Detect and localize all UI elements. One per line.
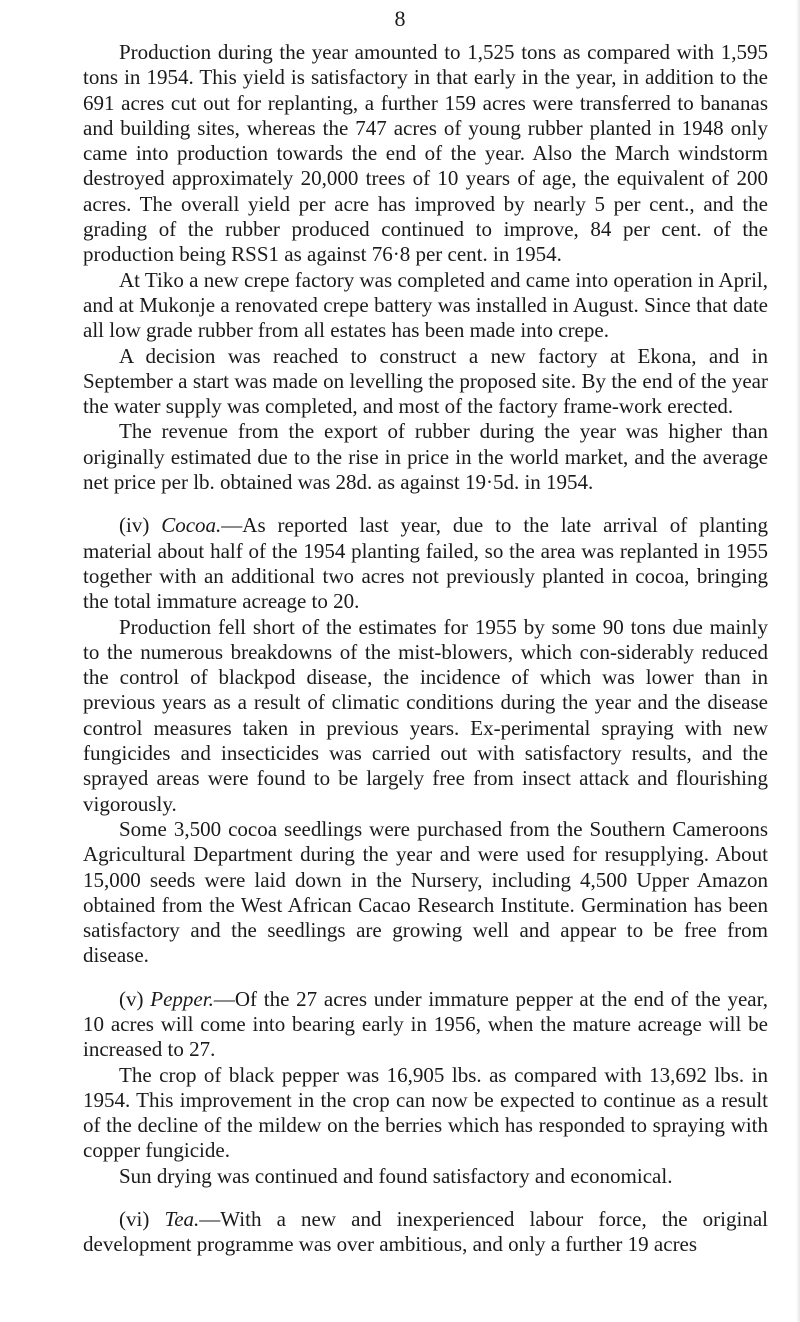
paragraph-ekona-factory: A decision was reached to construct a new factory at Ekona, and in September a start was made on levelling the proposed site. By the end of the year the water supply was completed, and most of the factory frame-work erected. [83,343,768,419]
paragraph-rubber-production: Production during the year amounted to 1,525 tons as compared with 1,595 tons in 1954. This yield is satisfactory in that early in the year, in addition to the 691 acres cut out for replanting, a further 159 acres were transferred to bananas and building sites, whereas the 747 acres of young rubber planted in 1948 only came into production towards the end of the year. Also the March windstorm destroyed approximately 20,000 trees of 10 years of age, the equivalent of 200 acres. The overall yield per acre has improved by nearly 5 per cent., and the grading of the rubber produced continued to improve, 84 per cent. of the production being RSS1 as against 76·8 per cent. in 1954. [83,40,768,267]
paragraph-tea-intro [83,1207,768,1258]
section-heading-pepper: Pepper. [150,986,214,1011]
paragraph-rubber-revenue: The revenue from the export of rubber during the year was higher than originally estimated due to the rise in price in the world market, and the average net price per lb. obtained was 28d. as against 19·5d. in 1954. [83,419,768,495]
paragraph-pepper-intro [83,987,768,1063]
paragraph-cocoa-seedlings: Some 3,500 cocoa seedlings were purchased from the Southern Cameroons Agricultural Department during the year and were used for resupplying. About 15,000 seeds were laid down in the Nursery, including 4,500 Upper Amazon obtained from the West African Cacao Research Institute. Germination has been satisfactory and the seedlings are growing well and appear to be free from disease. [83,816,768,968]
paragraph-cocoa-intro-text: —As reported last year, due to the late arrival of planting material about half of the 1954 planting failed, so the area was replanted in 1955 together with an additional two acres not previously planted in cocoa, bringing the total immature acreage to 20. [83,513,768,614]
paragraph-tiko-crepe-factory: At Tiko a new crepe factory was completed and came into operation in April, and at Mukonje a renovated crepe battery was installed in August. Since that date all low grade rubber from all estates has been made into crepe. [83,267,768,343]
section-label-v: (v) [119,986,151,1011]
page-edge-shadow [796,0,800,1322]
paragraph-cocoa-production: Production fell short of the estimates for 1955 by some 90 tons due mainly to the numerous breakdowns of the mist-blowers, which con-siderably reduced the control of blackpod disease, the incidence of which was lower than in previous years as a result of climatic conditions during the year and the disease control measures taken in previous years. Ex-perimental spraying with new fungicides and insecticides was carried out with satisfactory results, and the sprayed areas were found to be largely free from insect attack and flourishing vigorously. [83,614,768,816]
section-label-vi: (vi) [119,1207,165,1232]
paragraph-pepper-intro-text: —Of the 27 acres under immature pepper at the end of the year, 10 acres will come into bearing early in 1956, when the mature acreage will be increased to 27. [83,986,769,1062]
page-number: 8 [394,6,406,31]
body-text [83,40,768,1258]
paragraph-tea-intro-text: —With a new and inexperienced labour force, the original development programme was over ambitious, and only a further 19 acres [83,1207,768,1257]
paragraph-cocoa-intro [83,513,768,614]
paragraph-pepper-crop: The crop of black pepper was 16,905 lbs. as compared with 13,692 lbs. in 1954. This improvement in the crop can now be expected to continue as a result of the decline of the mildew on the berries which has responded to spraying with copper fungicide. [83,1062,768,1163]
paragraph-sun-drying: Sun drying was continued and found satisfactory and economical. [119,1163,673,1188]
section-label-iv: (iv) [119,513,162,538]
section-heading-cocoa: Cocoa. [161,513,222,538]
section-heading-tea: Tea. [164,1207,200,1232]
